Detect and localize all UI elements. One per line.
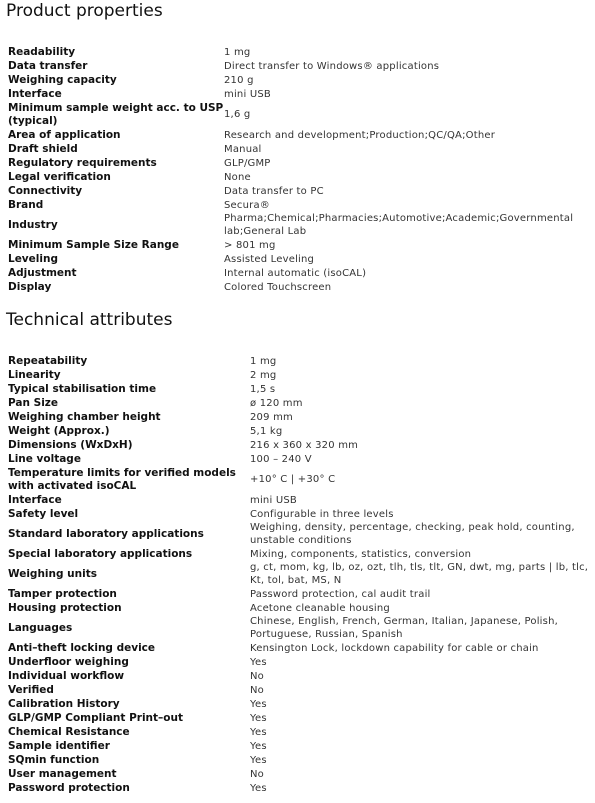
property-value: Mixing, components, statistics, conversion: [250, 548, 472, 560]
property-value: Yes: [250, 782, 267, 794]
property-label: Area of application: [8, 128, 121, 141]
table-row: [8, 521, 592, 547]
property-value: 216 x 360 x 320 mm: [250, 439, 359, 451]
property-label: Standard laboratory applications: [8, 527, 204, 540]
property-value: Yes: [250, 754, 267, 766]
property-value: 209 mm: [250, 411, 293, 423]
property-label: Brand: [8, 198, 44, 211]
table-row: [8, 739, 592, 753]
property-value: Password protection, cal audit trail: [250, 588, 431, 600]
table-row: [8, 73, 588, 87]
table-row: [8, 452, 592, 466]
table-row: [8, 280, 588, 294]
property-label: Individual workflow: [8, 669, 125, 682]
property-label: Pan Size: [8, 396, 59, 409]
property-value: +10° C | +30° C: [250, 474, 336, 485]
table-row: [8, 669, 592, 683]
product-properties-rows: [8, 45, 588, 294]
table-row: [8, 561, 592, 587]
property-value: None: [224, 171, 251, 183]
table-row: [8, 697, 592, 711]
property-label: Interface: [8, 87, 62, 100]
property-label: Chemical Resistance: [8, 725, 130, 738]
property-value: No: [250, 670, 264, 682]
property-value: 1,6 g: [224, 109, 251, 120]
property-value: Direct transfer to Windows® applications: [224, 60, 440, 72]
property-label: Interface: [8, 493, 62, 506]
table-row: [8, 493, 592, 507]
property-label: Underfloor weighing: [8, 655, 129, 668]
property-value: Yes: [250, 712, 267, 724]
table-row: [8, 184, 588, 198]
table-row: [8, 725, 592, 739]
property-value: Chinese, English, French, German, Italian, Japanese, Polish, Portuguese, Russian, Spanish: [250, 616, 558, 640]
property-label: Password protection: [8, 781, 130, 794]
table-row: [8, 753, 592, 767]
table-row: [8, 142, 588, 156]
table-row: [8, 683, 592, 697]
table-row: [8, 396, 592, 410]
table-row: [8, 615, 592, 641]
table-row: [8, 45, 588, 59]
property-value: 1 mg: [250, 355, 277, 367]
property-value: GLP/GMP: [224, 157, 271, 169]
property-label: Calibration History: [8, 697, 120, 710]
table-row: [8, 767, 592, 781]
property-label: SQmin function: [8, 753, 100, 766]
property-label: Minimum sample weight acc. to USP (typical): [8, 101, 224, 127]
property-label: Repeatability: [8, 354, 88, 367]
property-label: User management: [8, 767, 117, 780]
property-label: Weighing units: [8, 567, 97, 580]
property-label: Line voltage: [8, 452, 81, 465]
table-row: [8, 238, 588, 252]
property-value: Research and development;Production;QC/QA;Other: [224, 129, 496, 141]
property-value: mini USB: [250, 494, 297, 506]
property-value: Data transfer to PC: [224, 185, 324, 197]
property-value: > 801 mg: [224, 239, 276, 251]
table-row: [8, 711, 592, 725]
property-value: Weighing, density, percentage, checking, peak hold, counting, unstable conditions: [250, 522, 575, 546]
property-label: Languages: [8, 621, 73, 634]
property-value: No: [250, 684, 264, 696]
technical-attributes-rows: [8, 354, 592, 795]
property-value: Yes: [250, 656, 267, 668]
technical-attributes-table: [8, 354, 592, 795]
property-value: Pharma;Chemical;Pharmacies;Automotive;Academic;Governmental lab;General Lab: [224, 213, 574, 237]
property-value: Yes: [250, 740, 267, 752]
table-row: [8, 466, 592, 493]
property-value: Yes: [250, 698, 267, 710]
property-label: Display: [8, 280, 52, 293]
table-row: [8, 547, 592, 561]
property-label: Weighing capacity: [8, 73, 117, 86]
table-row: [8, 601, 592, 615]
property-value: Configurable in three levels: [250, 508, 394, 520]
property-value: mini USB: [224, 88, 271, 100]
property-label: Special laboratory applications: [8, 547, 193, 560]
section-title-product-properties: Product properties: [6, 1, 163, 21]
property-label: Tamper protection: [8, 587, 117, 600]
table-row: [8, 424, 592, 438]
table-row: [8, 101, 588, 128]
property-value: ø 120 mm: [250, 397, 303, 409]
property-label: Temperature limits for verified models with activated isoCAL: [8, 466, 236, 492]
property-label: GLP/GMP Compliant Print–out: [8, 711, 183, 724]
property-label: Data transfer: [8, 59, 88, 72]
property-value: 1,5 s: [250, 383, 276, 395]
property-value: 2 mg: [250, 369, 277, 381]
property-value: Yes: [250, 726, 267, 738]
table-row: [8, 507, 592, 521]
property-value: 210 g: [224, 74, 254, 86]
property-label: Typical stabilisation time: [8, 382, 157, 395]
table-row: [8, 128, 588, 142]
table-row: [8, 410, 592, 424]
table-row: [8, 198, 588, 212]
property-label: Legal verification: [8, 170, 111, 183]
table-row: [8, 655, 592, 669]
property-label: Industry: [8, 218, 58, 231]
property-label: Verified: [8, 683, 54, 696]
table-row: [8, 781, 592, 795]
property-label: Adjustment: [8, 266, 77, 279]
property-label: Regulatory requirements: [8, 156, 157, 169]
property-value: 100 – 240 V: [250, 453, 312, 465]
table-row: [8, 354, 592, 368]
product-properties-table: [8, 45, 588, 294]
property-value: Kensington Lock, lockdown capability for cable or chain: [250, 642, 539, 654]
table-row: [8, 87, 588, 101]
table-row: [8, 252, 588, 266]
property-value: g, ct, mom, kg, lb, oz, ozt, tlh, tls, tlt, GN, dwt, mg, parts | lb, tlc, Kt, tol, bat, MS, N: [250, 562, 589, 586]
table-row: [8, 587, 592, 601]
property-value: Internal automatic (isoCAL): [224, 267, 367, 279]
table-row: [8, 266, 588, 280]
property-label: Sample identifier: [8, 739, 110, 752]
table-row: [8, 382, 592, 396]
property-label: Leveling: [8, 252, 58, 265]
property-value: Manual: [224, 143, 262, 155]
property-label: Weight (Approx.): [8, 424, 110, 437]
property-label: Housing protection: [8, 601, 122, 614]
property-label: Weighing chamber height: [8, 410, 161, 423]
table-row: [8, 170, 588, 184]
property-label: Draft shield: [8, 142, 78, 155]
property-label: Connectivity: [8, 184, 83, 197]
property-label: Readability: [8, 45, 76, 58]
section-title-technical-attributes: Technical attributes: [6, 310, 173, 330]
property-label: Linearity: [8, 368, 61, 381]
property-value: 5,1 kg: [250, 425, 283, 437]
property-label: Dimensions (WxDxH): [8, 438, 133, 451]
property-value: Secura®: [224, 199, 270, 211]
table-row: [8, 156, 588, 170]
property-label: Minimum Sample Size Range: [8, 238, 179, 251]
property-label: Safety level: [8, 507, 79, 520]
table-row: [8, 212, 588, 238]
property-label: Anti–theft locking device: [8, 641, 156, 654]
property-value: Colored Touchscreen: [224, 281, 332, 293]
property-value: Assisted Leveling: [224, 253, 315, 265]
table-row: [8, 368, 592, 382]
property-value: No: [250, 768, 264, 780]
property-value: 1 mg: [224, 46, 251, 58]
table-row: [8, 641, 592, 655]
table-row: [8, 438, 592, 452]
table-row: [8, 59, 588, 73]
property-value: Acetone cleanable housing: [250, 602, 390, 614]
